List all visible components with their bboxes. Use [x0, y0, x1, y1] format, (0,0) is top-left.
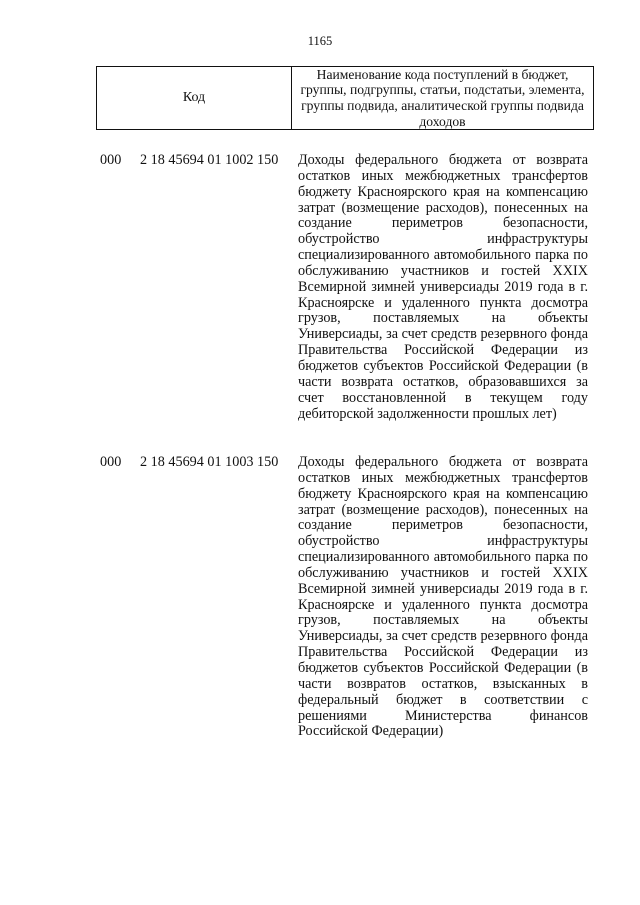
row-description: Доходы федерального бюджета от возврата остатков иных межбюджетных трансфертов бюджету Красноярского края на компенсацию затрат (возмещение расходов), понесенных на создание периметров безопасности, обустройство инфраструктуры специализированного автомобильного парка по обслуживанию участников и гостей XXIX Всемирной зимней универсиады 2019 года в г. Красноярске и удаленного пункта досмотра грузов, поставляемых на объекты Универсиады, за счет средств резервного фонда Правительства Российской Федерации из бюджетов субъектов Российской Федерации (в части возврата остатков, образовавшихся за счет восстановленной в текущем году дебиторской задолженности прошлых лет) [298, 152, 588, 422]
row-description: Доходы федерального бюджета от возврата остатков иных межбюджетных трансфертов бюджету Красноярского края на компенсацию затрат (возмещение расходов), понесенных на создание периметров безопасности, обустройство инфраструктуры специализированного автомобильного парка по обслуживанию участников и гостей XXIX Всемирной зимней универсиады 2019 года в г. Красноярске и удаленного пункта досмотра грузов, поставляемых на объекты Универсиады, за счет средств резервного фонда Правительства Российской Федерации из бюджетов субъектов Российской Федерации (в части возвратов остатков, взысканных в федеральный бюджет в соответствии с решениями Министерства финансов Российской Федерации) [298, 454, 588, 740]
row-code: 2 18 45694 01 1002 150 [140, 152, 279, 168]
row-code: 2 18 45694 01 1003 150 [140, 454, 279, 470]
row-admin-code: 000 [100, 152, 122, 168]
header-code-cell: Код [97, 67, 292, 129]
header-name-cell: Наименование кода поступлений в бюджет, группы, подгруппы, статьи, подстатьи, элемента, группы подвида, аналитической группы подвида доходов [300, 66, 585, 129]
page-number: 1165 [307, 34, 333, 48]
row-admin-code: 000 [100, 454, 122, 470]
table-header [96, 66, 594, 130]
